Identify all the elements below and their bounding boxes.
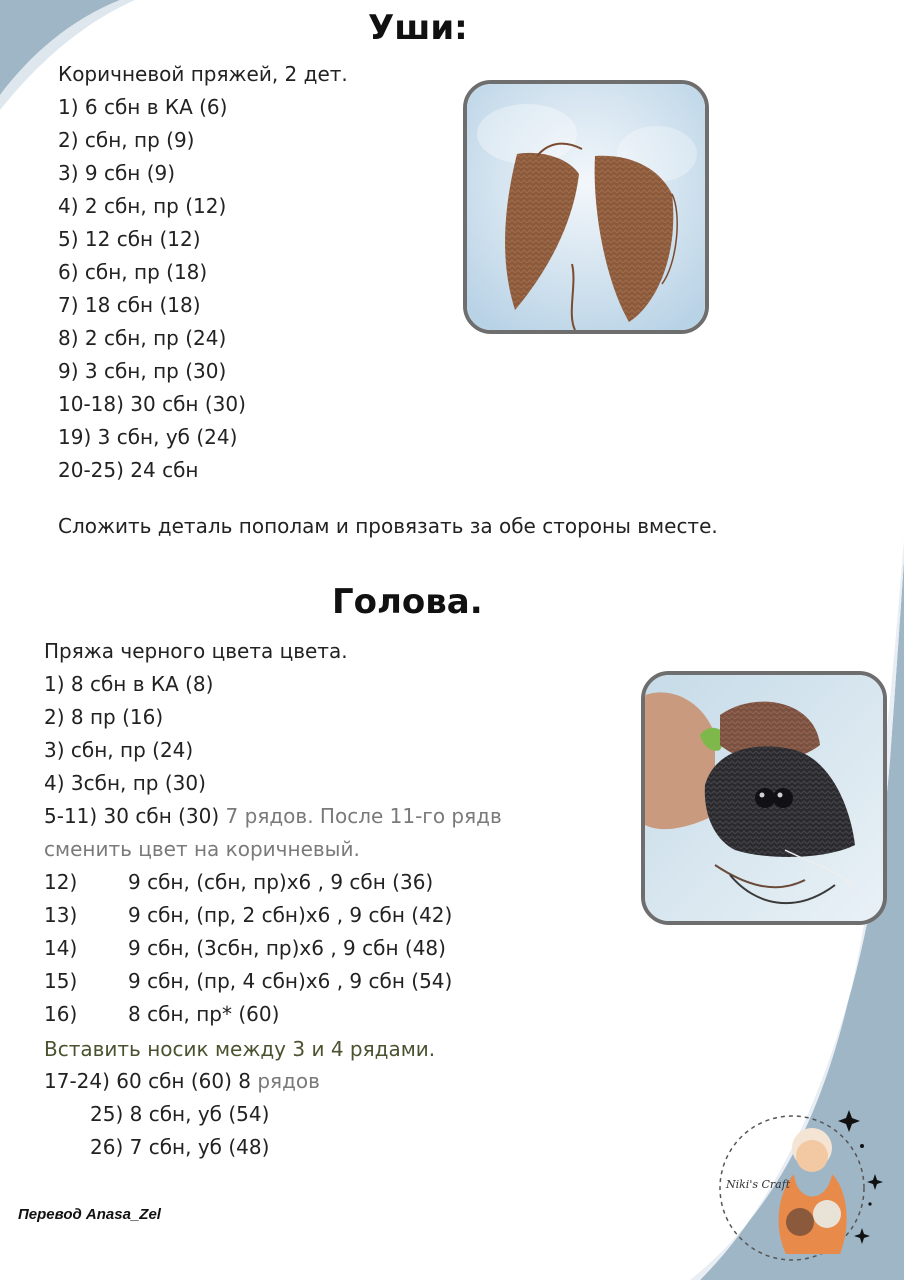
- translator-credit: Перевод Anasa_Zel: [18, 1206, 161, 1223]
- ears-note: Сложить деталь пополам и провязать за обе стороны вместе.: [58, 514, 718, 538]
- list-item: 8) 2 сбн, пр (24): [58, 326, 227, 350]
- logo-text: Niki's Craft: [726, 1178, 791, 1191]
- list-item: 1) 8 сбн в КА (8): [44, 672, 214, 696]
- list-item: 5) 12 сбн (12): [58, 227, 201, 251]
- ears-title: Уши:: [368, 8, 468, 48]
- table-row: [44, 969, 452, 993]
- list-item: 10-18) 30 сбн (30): [58, 392, 246, 416]
- row-5-11: [44, 804, 502, 828]
- list-item: 3) сбн, пр (24): [44, 738, 194, 762]
- nose-note: Вставить носик между 3 и 4 рядами.: [44, 1037, 436, 1061]
- list-item: 4) 2 сбн, пр (12): [58, 194, 227, 218]
- table-row: [44, 936, 446, 960]
- row-5-11-main: 5-11) 30 сбн (30): [44, 804, 220, 828]
- list-item: 19) 3 сбн, уб (24): [58, 425, 238, 449]
- head-photo: [641, 671, 887, 925]
- row-5-11-note-cont: сменить цвет на коричневый.: [44, 837, 360, 861]
- row-17-24: [44, 1069, 320, 1093]
- table-row: [44, 1002, 279, 1026]
- row-number: 13): [44, 903, 78, 927]
- list-item: 4) 3сбн, пр (30): [44, 771, 206, 795]
- row-26: 26) 7 сбн, уб (48): [90, 1135, 270, 1159]
- ears-intro: Коричневой пряжей, 2 дет.: [58, 62, 348, 86]
- list-item: 9) 3 сбн, пр (30): [58, 359, 227, 383]
- row-number: 14): [44, 936, 78, 960]
- row-text: 9 сбн, (пр, 4 сбн)х6 , 9 сбн (54): [128, 969, 453, 993]
- ears-photo: [463, 80, 709, 334]
- head-intro: Пряжа черного цвета цвета.: [44, 639, 348, 663]
- row-17-24-note: рядов: [257, 1069, 320, 1093]
- row-text: 8 сбн, пр* (60): [128, 1002, 280, 1026]
- table-row: [44, 903, 452, 927]
- list-item: 6) сбн, пр (18): [58, 260, 208, 284]
- row-number: 15): [44, 969, 78, 993]
- row-number: 12): [44, 870, 78, 894]
- list-item: 7) 18 сбн (18): [58, 293, 201, 317]
- row-25: 25) 8 сбн, уб (54): [90, 1102, 270, 1126]
- row-5-11-note: 7 рядов. После 11-го рядв: [225, 804, 502, 828]
- table-row: [44, 870, 433, 894]
- head-title: Голова.: [332, 582, 483, 622]
- row-number: 16): [44, 1002, 78, 1026]
- list-item: 20-25) 24 сбн: [58, 458, 199, 482]
- row-text: 9 сбн, (сбн, пр)х6 , 9 сбн (36): [128, 870, 434, 894]
- list-item: 2) 8 пр (16): [44, 705, 164, 729]
- row-text: 9 сбн, (3сбн, пр)х6 , 9 сбн (48): [128, 936, 446, 960]
- row-17-24-main: 17-24) 60 сбн (60) 8: [44, 1069, 251, 1093]
- row-text: 9 сбн, (пр, 2 сбн)х6 , 9 сбн (42): [128, 903, 453, 927]
- list-item: 3) 9 сбн (9): [58, 161, 176, 185]
- nikis-craft-logo: [712, 1104, 892, 1268]
- list-item: 2) сбн, пр (9): [58, 128, 195, 152]
- list-item: 1) 6 сбн в КА (6): [58, 95, 228, 119]
